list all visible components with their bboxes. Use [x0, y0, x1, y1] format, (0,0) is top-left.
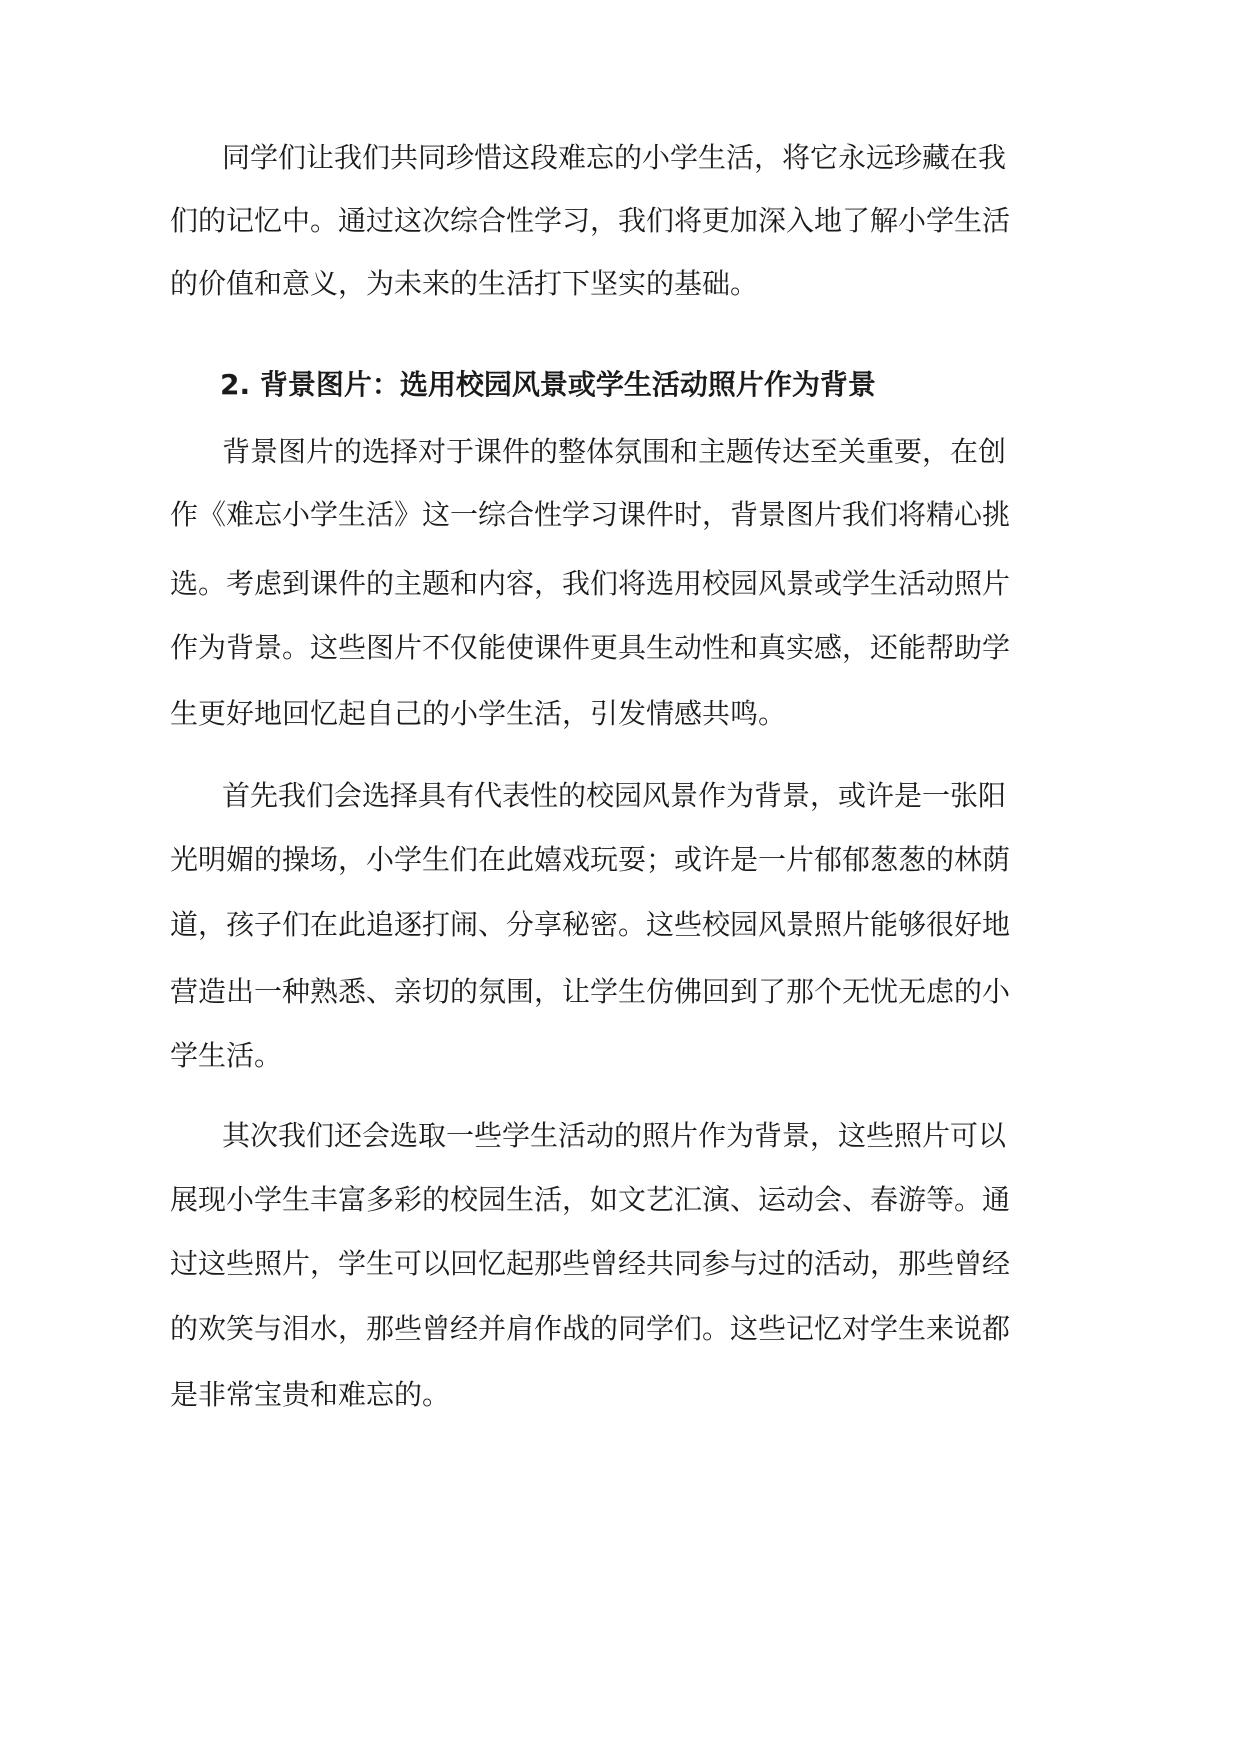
paragraph-3-line-3: 道，孩子们在此追逐打闹、分享秘密。这些校园风景照片能够很好地 [170, 908, 1011, 941]
paragraph-3-line-5: 学生活。 [170, 1039, 283, 1072]
section-heading: 2. 背景图片：选用校园风景或学生活动照片作为背景 [220, 368, 876, 401]
paragraph-2-line-4: 作为背景。这些图片不仅能使课件更具生动性和真实感，还能帮助学 [170, 631, 1011, 664]
paragraph-2-line-5: 生更好地回忆起自己的小学生活，引发情感共鸣。 [170, 697, 787, 730]
paragraph-4-line-4: 的欢笑与泪水，那些曾经并肩作战的同学们。这些记忆对学生来说都 [170, 1312, 1011, 1345]
paragraph-3-line-4: 营造出一种熟悉、亲切的氛围，让学生仿佛回到了那个无忧无虑的小 [170, 975, 1011, 1008]
paragraph-3-line-1: 首先我们会选择具有代表性的校园风景作为背景，或许是一张阳 [222, 779, 1007, 812]
paragraph-1-line-1: 同学们让我们共同珍惜这段难忘的小学生活，将它永远珍藏在我 [222, 141, 1007, 174]
paragraph-2-line-3: 选。考虑到课件的主题和内容，我们将选用校园风景或学生活动照片 [170, 567, 1011, 600]
paragraph-4-line-1: 其次我们还会选取一些学生活动的照片作为背景，这些照片可以 [222, 1119, 1007, 1152]
paragraph-2-line-2: 作《难忘小学生活》这一综合性学习课件时，背景图片我们将精心挑 [170, 498, 1011, 531]
paragraph-4-line-2: 展现小学生丰富多彩的校园生活，如文艺汇演、运动会、春游等。通 [170, 1183, 1011, 1216]
paragraph-1-line-3: 的价值和意义，为未来的生活打下坚实的基础。 [170, 267, 759, 300]
paragraph-2-line-1: 背景图片的选择对于课件的整体氛围和主题传达至关重要，在创 [222, 435, 1007, 468]
paragraph-1-line-2: 们的记忆中。通过这次综合性学习，我们将更加深入地了解小学生活 [170, 204, 1011, 237]
paragraph-4-line-3: 过这些照片，学生可以回忆起那些曾经共同参与过的活动，那些曾经 [170, 1247, 1011, 1280]
paragraph-3-line-2: 光明媚的操场，小学生们在此嬉戏玩耍；或许是一片郁郁葱葱的林荫 [170, 843, 1011, 876]
paragraph-4-line-5: 是非常宝贵和难忘的。 [170, 1378, 451, 1411]
